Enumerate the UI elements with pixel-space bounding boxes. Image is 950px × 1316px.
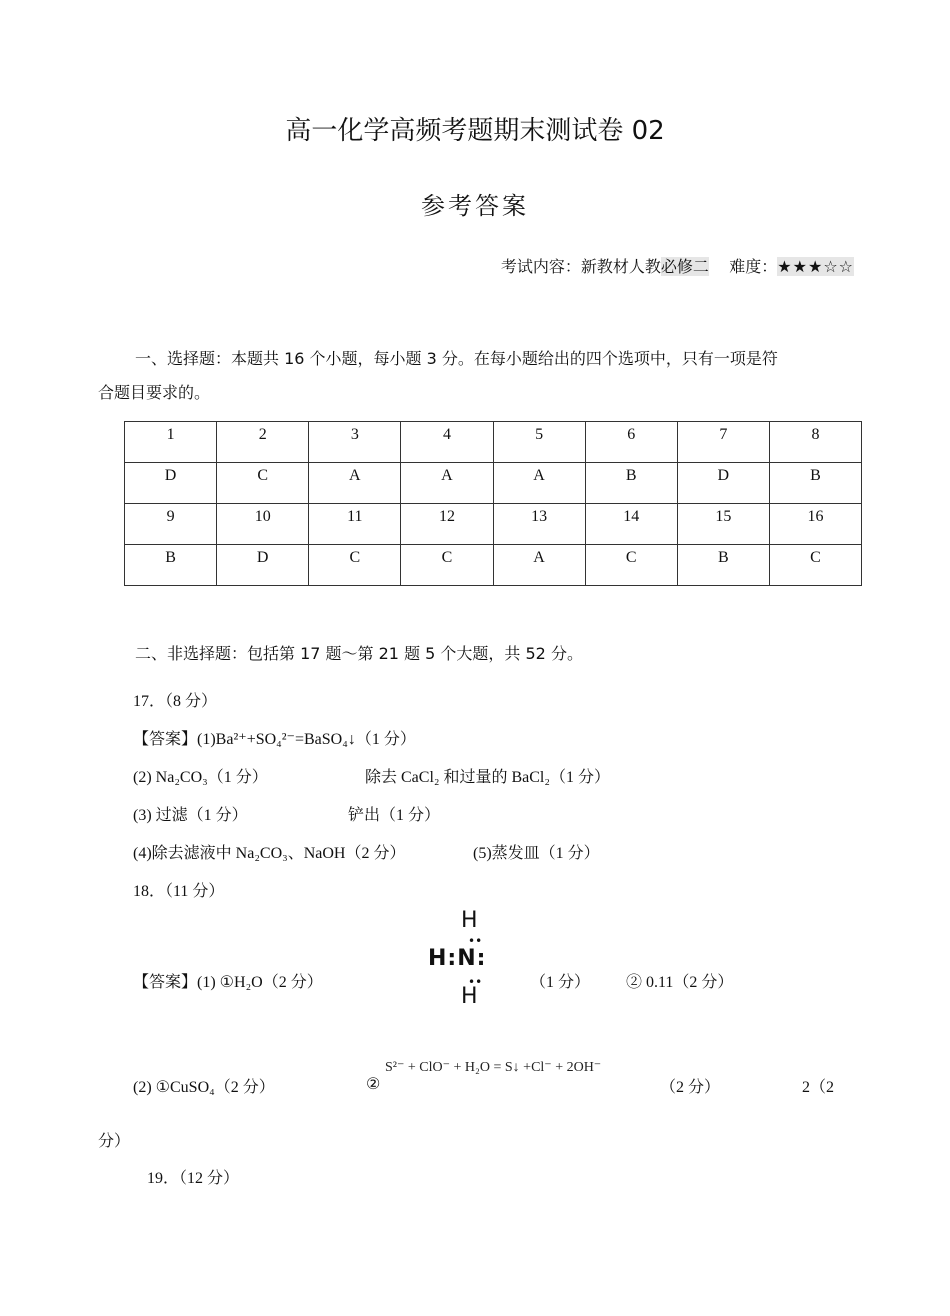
table-cell: 7 [677, 422, 769, 463]
table-cell: A [493, 545, 585, 586]
answer-text: (1) ①H₂O（2 分） [197, 974, 323, 991]
q18-answer-1-score: （1 分） [530, 974, 591, 991]
content-value: 必修二 [660, 257, 709, 276]
table-cell: 13 [493, 504, 585, 545]
table-cell: 10 [217, 504, 309, 545]
table-cell: 1 [125, 422, 217, 463]
table-cell: 16 [769, 504, 861, 545]
difficulty-label: 难度： [729, 257, 778, 276]
page-title: 高一化学高频考题期末测试卷 02 [285, 116, 665, 146]
q17-answer-1 [133, 726, 416, 749]
table-cell: 9 [125, 504, 217, 545]
answer-prefix: 【答案】 [133, 729, 198, 748]
table-cell: 15 [677, 504, 769, 545]
lewis-h-bottom: H [461, 984, 478, 1009]
table-cell: D [677, 463, 769, 504]
table-cell: B [769, 463, 861, 504]
q18-answer-2-circle: ② [366, 1076, 381, 1093]
answer-prefix: 【答案】 [133, 972, 198, 991]
q17-answer-4-left: (4)除去滤液中 Na₂CO₃、NaOH（2 分） [133, 845, 406, 862]
q17-answer-4-right: (5)蒸发皿（1 分） [473, 845, 600, 862]
lewis-middle: H:N: [428, 946, 487, 971]
section1-line1: 一、选择题：本题共 16 个小题，每小题 3 分。在每小题给出的四个选项中，只有一项是符 [135, 349, 778, 368]
table-cell: B [677, 545, 769, 586]
table-cell: C [585, 545, 677, 586]
table-cell: 14 [585, 504, 677, 545]
table-cell: C [309, 545, 401, 586]
section2-heading: 二、非选择题：包括第 17 题～第 21 题 5 个大题，共 52 分。 [135, 644, 583, 663]
table-cell: 3 [309, 422, 401, 463]
difficulty-stars: ★★★☆☆ [777, 257, 854, 276]
table-cell: 12 [401, 504, 493, 545]
section1-line2: 合题目要求的。 [98, 383, 211, 402]
table-row [125, 504, 862, 545]
lone-pair-bottom: •• [468, 975, 483, 989]
q17-answer-2-right: 除去 CaCl₂ 和过量的 BaCl₂（1 分） [365, 769, 610, 786]
answer-text: (1)Ba²⁺+SO₄²⁻=BaSO₄↓（1 分） [197, 731, 416, 748]
lewis-h-top: H [461, 908, 478, 933]
table-cell: A [493, 463, 585, 504]
table-cell: 2 [217, 422, 309, 463]
page-subtitle: 参考答案 [421, 192, 529, 220]
table-cell: 4 [401, 422, 493, 463]
exam-meta [501, 254, 854, 277]
table-row [125, 545, 862, 586]
content-label: 考试内容：新教材人教 [500, 257, 661, 276]
q18-answer-2-score: （2 分） [660, 1079, 721, 1096]
table-cell: D [217, 545, 309, 586]
q18-answer-2-tail: 2（2 [802, 1079, 835, 1096]
table-cell: B [585, 463, 677, 504]
table-cell: 5 [493, 422, 585, 463]
answer-table [124, 421, 862, 586]
table-row [125, 463, 862, 504]
table-cell: D [125, 463, 217, 504]
table-cell: 6 [585, 422, 677, 463]
table-cell: C [217, 463, 309, 504]
table-cell: 8 [769, 422, 861, 463]
table-row [125, 422, 862, 463]
q18-label: 18．（11 分） [133, 883, 225, 900]
q18-equation: S²⁻ + ClO⁻ + H₂O = S↓ +Cl⁻ + 2OH⁻ [385, 1060, 602, 1075]
q17-answer-3-right: 铲出（1 分） [348, 807, 441, 824]
q17-answer-2-left: (2) Na₂CO₃（1 分） [133, 769, 268, 786]
table-cell: B [125, 545, 217, 586]
table-cell: C [769, 545, 861, 586]
q17-answer-3-left: (3) 过滤（1 分） [133, 807, 248, 824]
table-cell: A [309, 463, 401, 504]
q18-answer-2-wrap: 分） [98, 1133, 131, 1150]
table-cell: 11 [309, 504, 401, 545]
table-cell: A [401, 463, 493, 504]
q18-answer-1-part2: ② 0.11（2 分） [626, 974, 734, 991]
q18-answer-2: (2) ①CuSO₄（2 分） [133, 1079, 275, 1096]
table-cell: C [401, 545, 493, 586]
ammonia-lewis-structure [428, 908, 498, 1008]
lone-pair-top: •• [468, 934, 483, 948]
q19-label: 19．（12 分） [147, 1170, 240, 1187]
q18-answer-1 [133, 969, 323, 992]
q17-label: 17．（8 分） [133, 693, 218, 710]
